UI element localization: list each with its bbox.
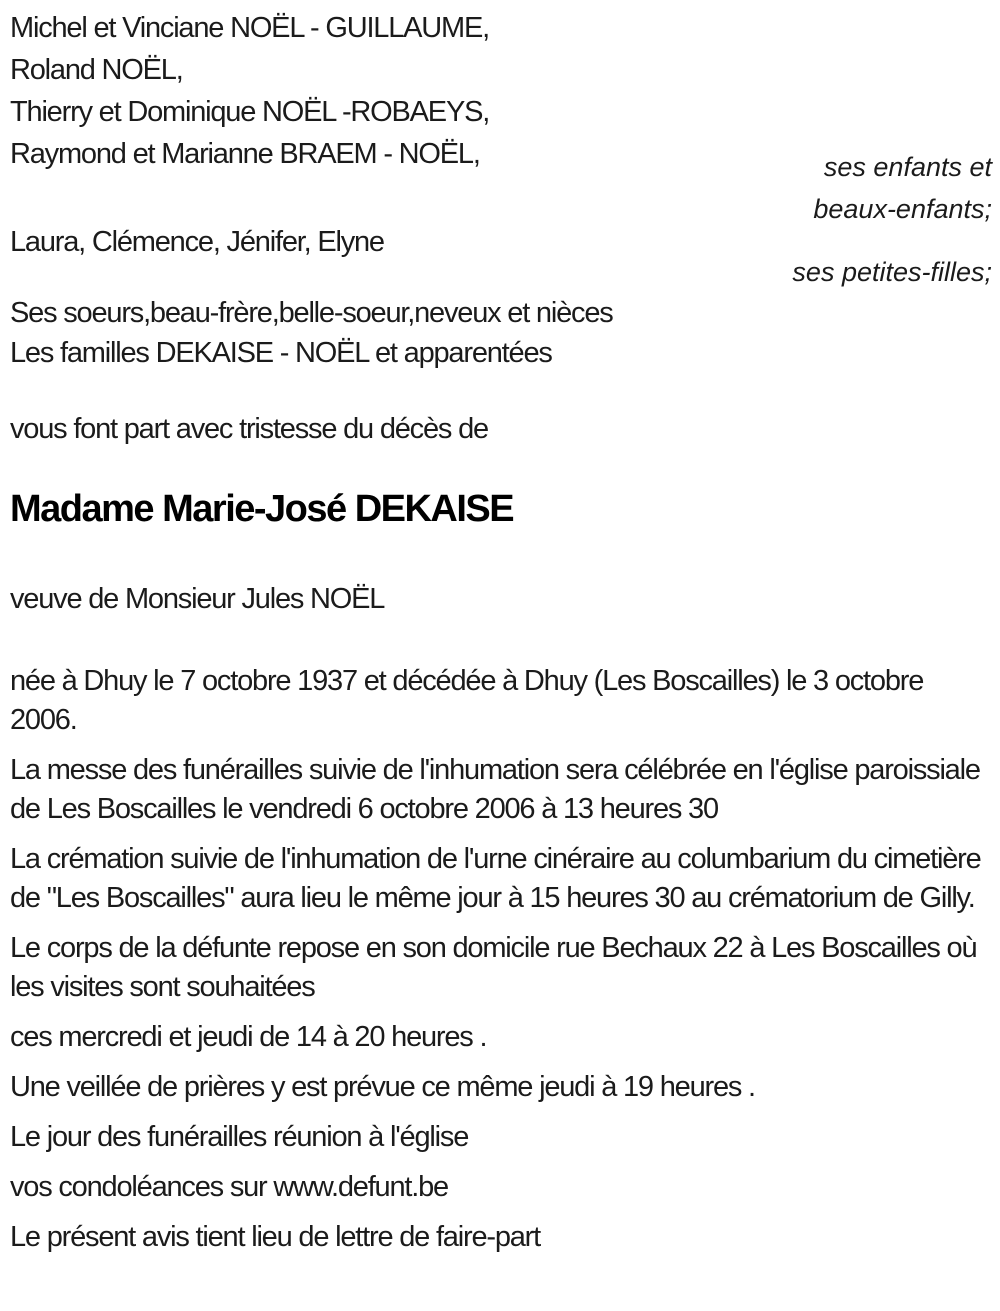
family-line: Ses soeurs,beau-frère,belle-soeur,neveux et nièces xyxy=(10,297,613,329)
faire-part-paragraph: Le présent avis tient lieu de lettre de faire-part xyxy=(10,1221,540,1253)
grandchildren-names: Laura, Clémence, Jénifer, Elyne xyxy=(10,226,384,258)
vigil-paragraph: Une veillée de prières y est prévue ce même jeudi à 19 heures . xyxy=(10,1071,755,1103)
grandchildren-relation: ses petites-filles; xyxy=(792,257,992,287)
child-name-line: Raymond et Marianne BRAEM - NOËL, xyxy=(10,138,480,170)
child-name-line: Thierry et Dominique NOËL -ROBAEYS, xyxy=(10,96,490,128)
birth-death-paragraph: née à Dhuy le 7 octobre 1937 et décédée à Dhuy (Les Boscailles) le 3 octobre 2006. xyxy=(10,665,924,736)
website-link[interactable]: www.defunt.be xyxy=(273,1171,448,1203)
cremation-paragraph: La crémation suivie de l'inhumation de l'urne cinéraire au columbarium du cimetière de "Les Boscailles" aura lieu le même jour à 15 heures 30 au crématorium de Gilly. xyxy=(10,843,981,914)
funeral-mass-paragraph: La messe des funérailles suivie de l'inhumation sera célébrée en l'église paroissiale de Les Boscailles le vendredi 6 octobre 2006 à 13 heures 30 xyxy=(10,754,980,825)
widow-line: veuve de Monsieur Jules NOËL xyxy=(10,583,385,615)
church-meeting-paragraph: Le jour des funérailles réunion à l'église xyxy=(10,1121,469,1153)
deceased-name-heading: Madame Marie-José DEKAISE xyxy=(10,488,514,530)
child-name-line: Roland NOËL, xyxy=(10,54,183,86)
visiting-hours-paragraph: ces mercredi et jeudi de 14 à 20 heures . xyxy=(10,1021,487,1053)
condolences-line xyxy=(10,1168,992,1207)
announcement-line: vous font part avec tristesse du décès de xyxy=(10,413,488,445)
relation-line: beaux-enfants; xyxy=(813,194,992,224)
notice-body xyxy=(10,662,992,1257)
condolences-text: vos condoléances sur xyxy=(10,1171,274,1203)
relation-line: ses enfants et xyxy=(823,152,992,182)
visitation-paragraph: Le corps de la défunte repose en son domicile rue Bechaux 22 à Les Boscailles où les visites sont souhaitées xyxy=(10,932,977,1003)
family-line: Les familles DEKAISE - NOËL et apparentées xyxy=(10,337,552,369)
other-family-block xyxy=(10,293,992,373)
child-name-line: Michel et Vinciane NOËL - GUILLAUME, xyxy=(10,12,489,44)
